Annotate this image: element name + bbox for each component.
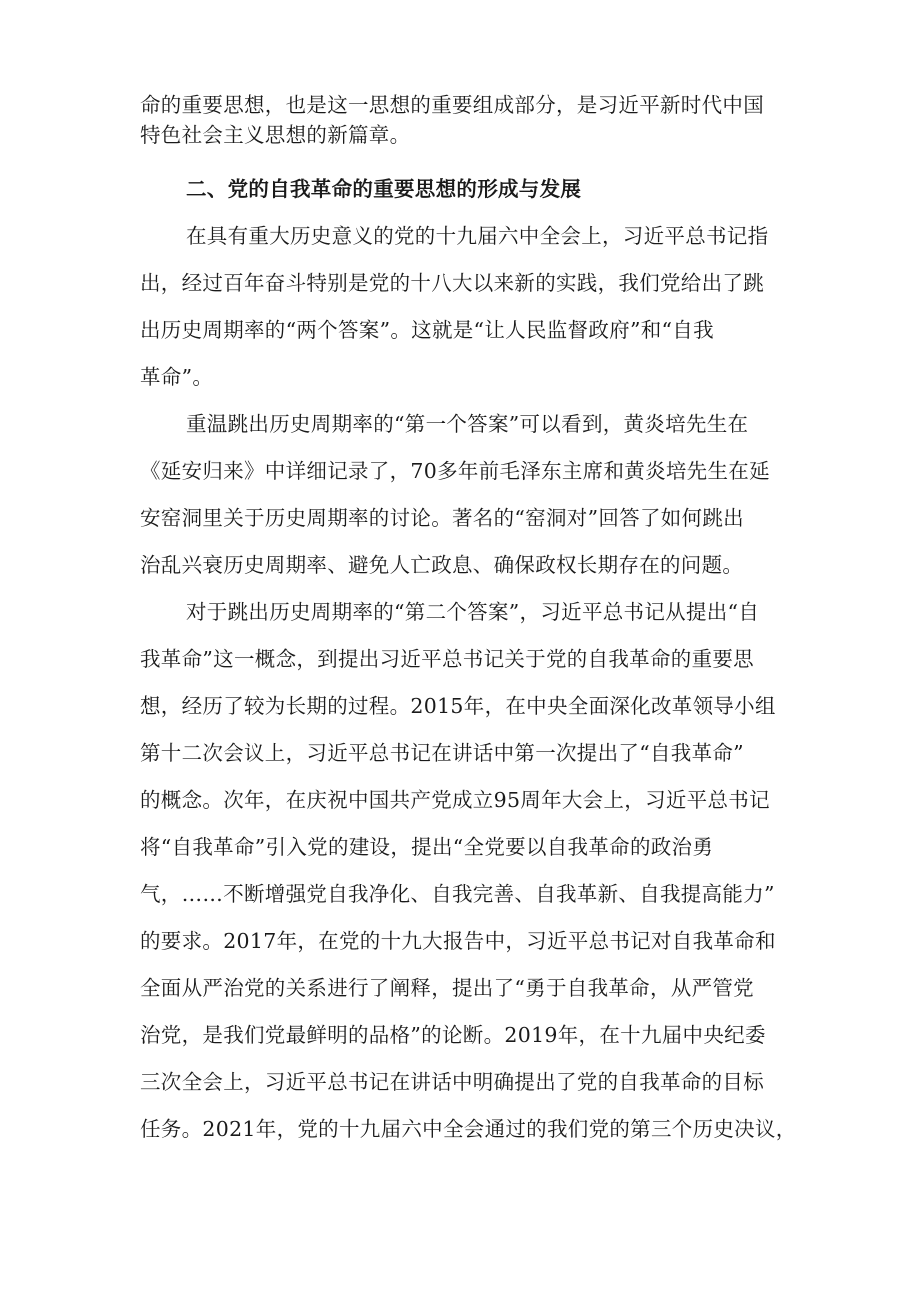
paragraph-3 [140,589,797,1153]
document-page [140,90,797,1153]
paragraph-1 [140,213,785,401]
paragraph-1-line-1: 在具有重大历史意义的党的十九届六中全会上，习近平总书记指 [186,224,769,248]
paragraph-1-line-2: 出，经过百年奋斗特别是党的十八大以来新的实践，我们党给出了跳 [140,271,764,295]
paragraph-3-line-3: 想，经历了较为长期的过程。2015年，在中央全面深化改革领导小组 [140,694,776,718]
paragraph-3-line-2: 我革命”这一概念，到提出习近平总书记关于党的自我革命的重要思 [140,647,754,671]
paragraph-3-line-4: 第十二次会议上，习近平总书记在讲话中第一次提出了“自我革命” [140,741,744,765]
paragraph-2-line-1: 重温跳出历史周期率的“第一个答案”可以看到，黄炎培先生在 [186,412,749,436]
paragraph-2-line-3: 安窑洞里关于历史周期率的讨论。著名的“窑洞对”回答了如何跳出 [140,506,744,530]
paragraph-1-line-3: 出历史周期率的“两个答案”。这就是“让人民监督政府”和“自我 [140,318,714,342]
paragraph-3-line-8: 的要求。2017年，在党的十九大报告中，习近平总书记对自我革命和 [140,929,776,953]
section-heading: 二、党的自我革命的重要思想的形成与发展 [186,177,582,201]
paragraph-3-line-12: 任务。2021年，党的十九届六中全会通过的我们党的第三个历史决议， [140,1117,797,1141]
paragraph-3-line-6: 将“自我革命”引入党的建设，提出“全党要以自我革命的政治勇 [140,835,714,859]
paragraph-3-line-5: 的概念。次年，在庆祝中国共产党成立95周年大会上，习近平总书记 [140,788,770,812]
intro-paragraph [140,90,785,150]
paragraph-3-line-7: 气，……不断增强党自我净化、自我完善、自我革新、自我提高能力” [140,882,775,906]
paragraph-2-line-2: 《延安归来》中详细记录了，70多年前毛泽东主席和黄炎培先生在延 [140,459,770,483]
paragraph-3-line-10: 治党，是我们党最鲜明的品格”的论断。2019年，在十九届中央纪委 [140,1023,766,1047]
paragraph-1-line-4: 革命”。 [140,365,214,389]
paragraph-2 [140,401,785,589]
paragraph-3-line-11: 三次全会上，习近平总书记在讲话中明确提出了党的自我革命的目标 [140,1070,764,1094]
paragraph-3-line-9: 全面从严治党的关系进行了阐释，提出了“勇于自我革命，从严管党 [140,976,754,1000]
intro-line-2: 特色社会主义思想的新篇章。 [140,123,411,147]
paragraph-3-line-1: 对于跳出历史周期率的“第二个答案”，习近平总书记从提出“自 [186,600,760,624]
intro-line-1: 命的重要思想，也是这一思想的重要组成部分，是习近平新时代中国 [140,93,764,117]
paragraph-2-line-4: 治乱兴衰历史周期率、避免人亡政息、确保政权长期存在的问题。 [140,553,744,577]
